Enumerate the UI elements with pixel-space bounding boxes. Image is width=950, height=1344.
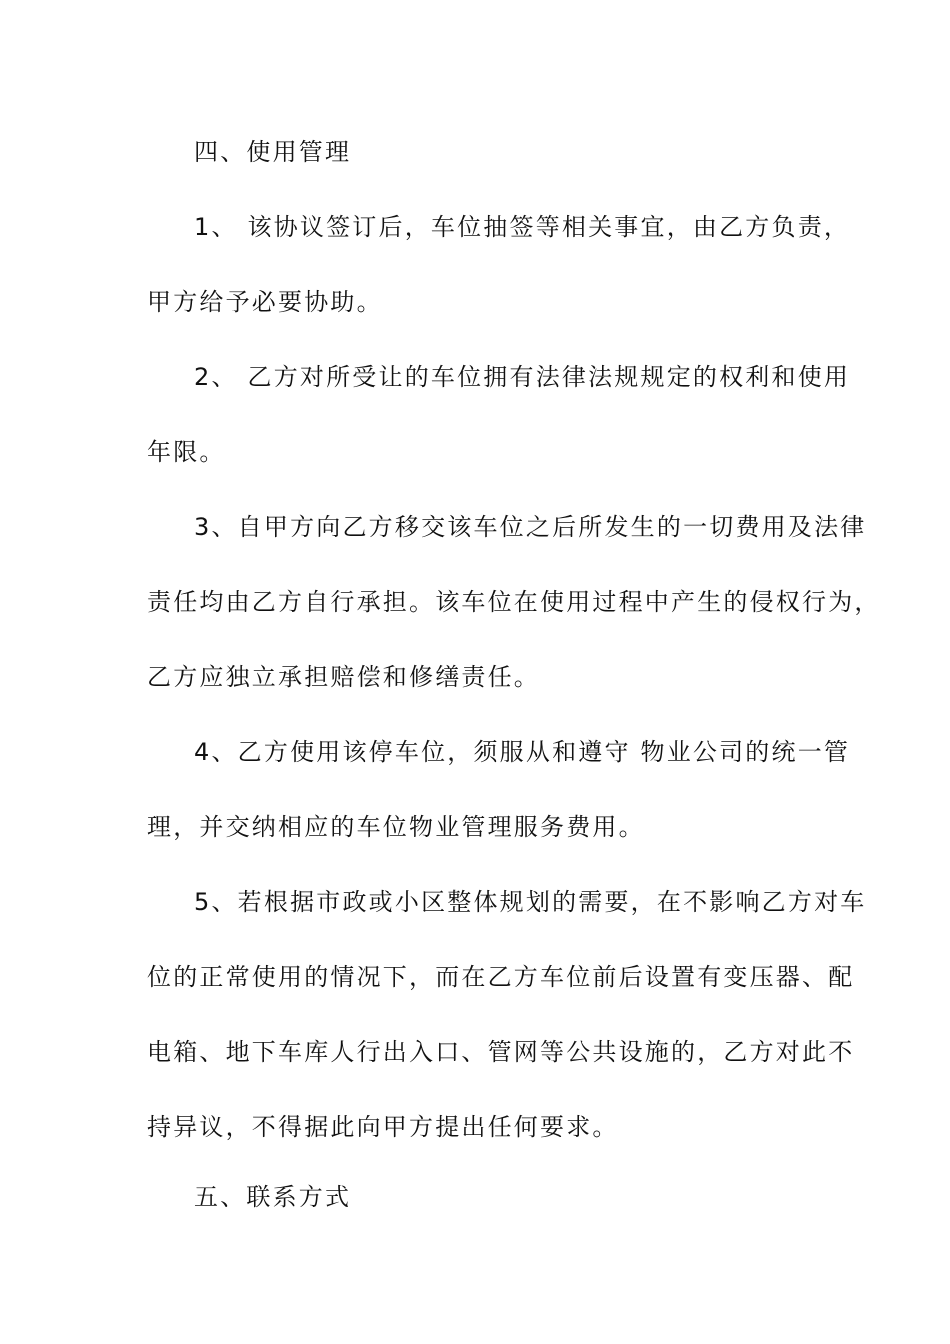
clause-3-line-2: 责任均由乙方自行承担。该车位在使用过程中产生的侵权行为，	[147, 588, 881, 616]
clause-3-line-3: 乙方应独立承担赔偿和修缮责任。	[147, 663, 540, 691]
clause-4-line-2: 理，并交纳相应的车位物业管理服务费用。	[147, 813, 645, 841]
section-heading-contact: 五、联系方式	[194, 1183, 352, 1211]
clause-5-line-1: 5、若根据市政或小区整体规划的需要，在不影响乙方对车	[194, 888, 867, 916]
clause-3-line-1: 3、自甲方向乙方移交该车位之后所发生的一切费用及法律	[194, 513, 867, 541]
clause-4-line-1: 4、乙方使用该停车位，须服从和遵守 物业公司的统一管	[194, 738, 851, 766]
clause-1-line-2: 甲方给予必要协助。	[147, 288, 383, 316]
clause-5-line-2: 位的正常使用的情况下，而在乙方车位前后设置有变压器、配	[147, 963, 855, 991]
clause-1-line-1: 1、 该协议签订后，车位抽签等相关事宜，由乙方负责，	[194, 213, 851, 241]
section-heading-usage-management: 四、使用管理	[194, 138, 352, 166]
clause-2-line-2: 年限。	[147, 438, 226, 466]
clause-5-line-3: 电箱、地下车库人行出入口、管网等公共设施的，乙方对此不	[147, 1038, 855, 1066]
clause-2-line-1: 2、 乙方对所受让的车位拥有法律法规规定的权利和使用	[194, 363, 851, 391]
clause-5-line-4: 持异议，不得据此向甲方提出任何要求。	[147, 1113, 619, 1141]
